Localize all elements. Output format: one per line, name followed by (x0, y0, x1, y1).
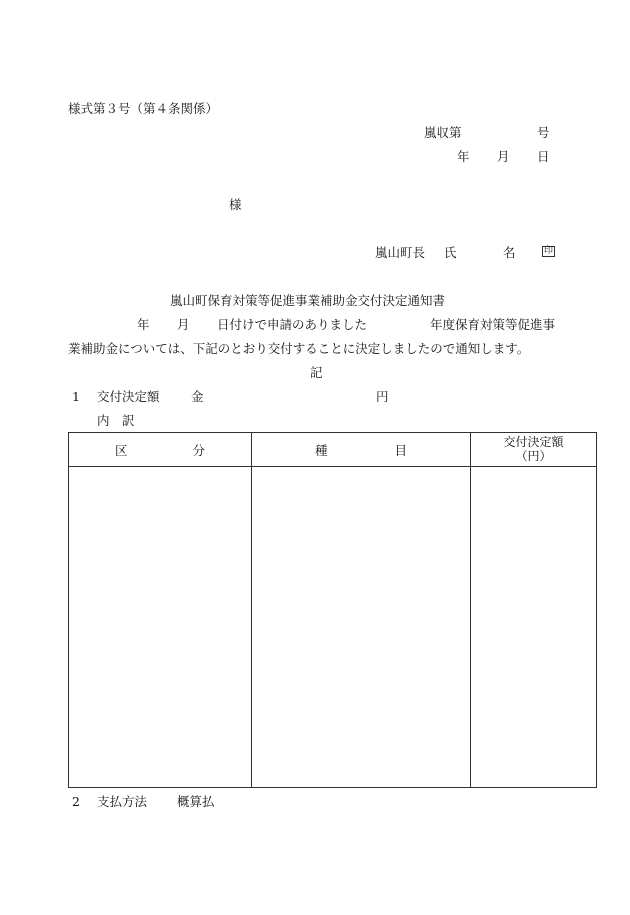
breakdown-table (68, 432, 597, 788)
ki-heading: 記 (310, 365, 323, 380)
body-year: 年 (137, 317, 150, 332)
breakdown-label: 内 訳 (97, 413, 135, 428)
table-header-amount: 交付決定額 （円） (503, 434, 564, 463)
item2-label: 支払方法 (97, 794, 148, 809)
date-day: 日 (537, 149, 550, 164)
table-header-divider (69, 466, 596, 467)
body-month: 月 (177, 317, 190, 332)
addressee-honorific: 様 (229, 197, 242, 212)
table-header-category: 区 分 (115, 442, 205, 458)
table-header-item: 種 目 (315, 442, 407, 458)
body-line-2: 業補助金については、下記のとおり交付することに決定しましたので通知します。 (68, 341, 530, 356)
date-month: 月 (497, 149, 510, 164)
sender-shi: 氏 (444, 245, 457, 260)
date-year: 年 (457, 149, 470, 164)
item1-label: 交付決定額 (97, 389, 160, 404)
seal-mark: 印 (544, 246, 554, 256)
item1-kin: 金 (191, 389, 204, 404)
sender-title: 嵐山町長 (375, 245, 426, 260)
ref-number-suffix: 号 (537, 125, 550, 140)
form-number: 様式第３号（第４条関係） (68, 101, 219, 116)
body-day-text: 日付けで申請のありました (217, 317, 368, 332)
sender-mei: 名 (503, 245, 516, 260)
body-fiscal-text: 年度保育対策等促進事 (430, 317, 556, 332)
item2-number: 2 (72, 794, 80, 809)
ref-number-prefix: 嵐収第 (424, 125, 462, 140)
table-col-divider-2 (470, 433, 471, 787)
item1-yen: 円 (376, 389, 389, 404)
document-title: 嵐山町保育対策等促進事業補助金交付決定通知書 (170, 293, 446, 308)
item2-value: 概算払 (177, 794, 215, 809)
table-col-divider-1 (251, 433, 252, 787)
item1-number: 1 (72, 389, 80, 404)
